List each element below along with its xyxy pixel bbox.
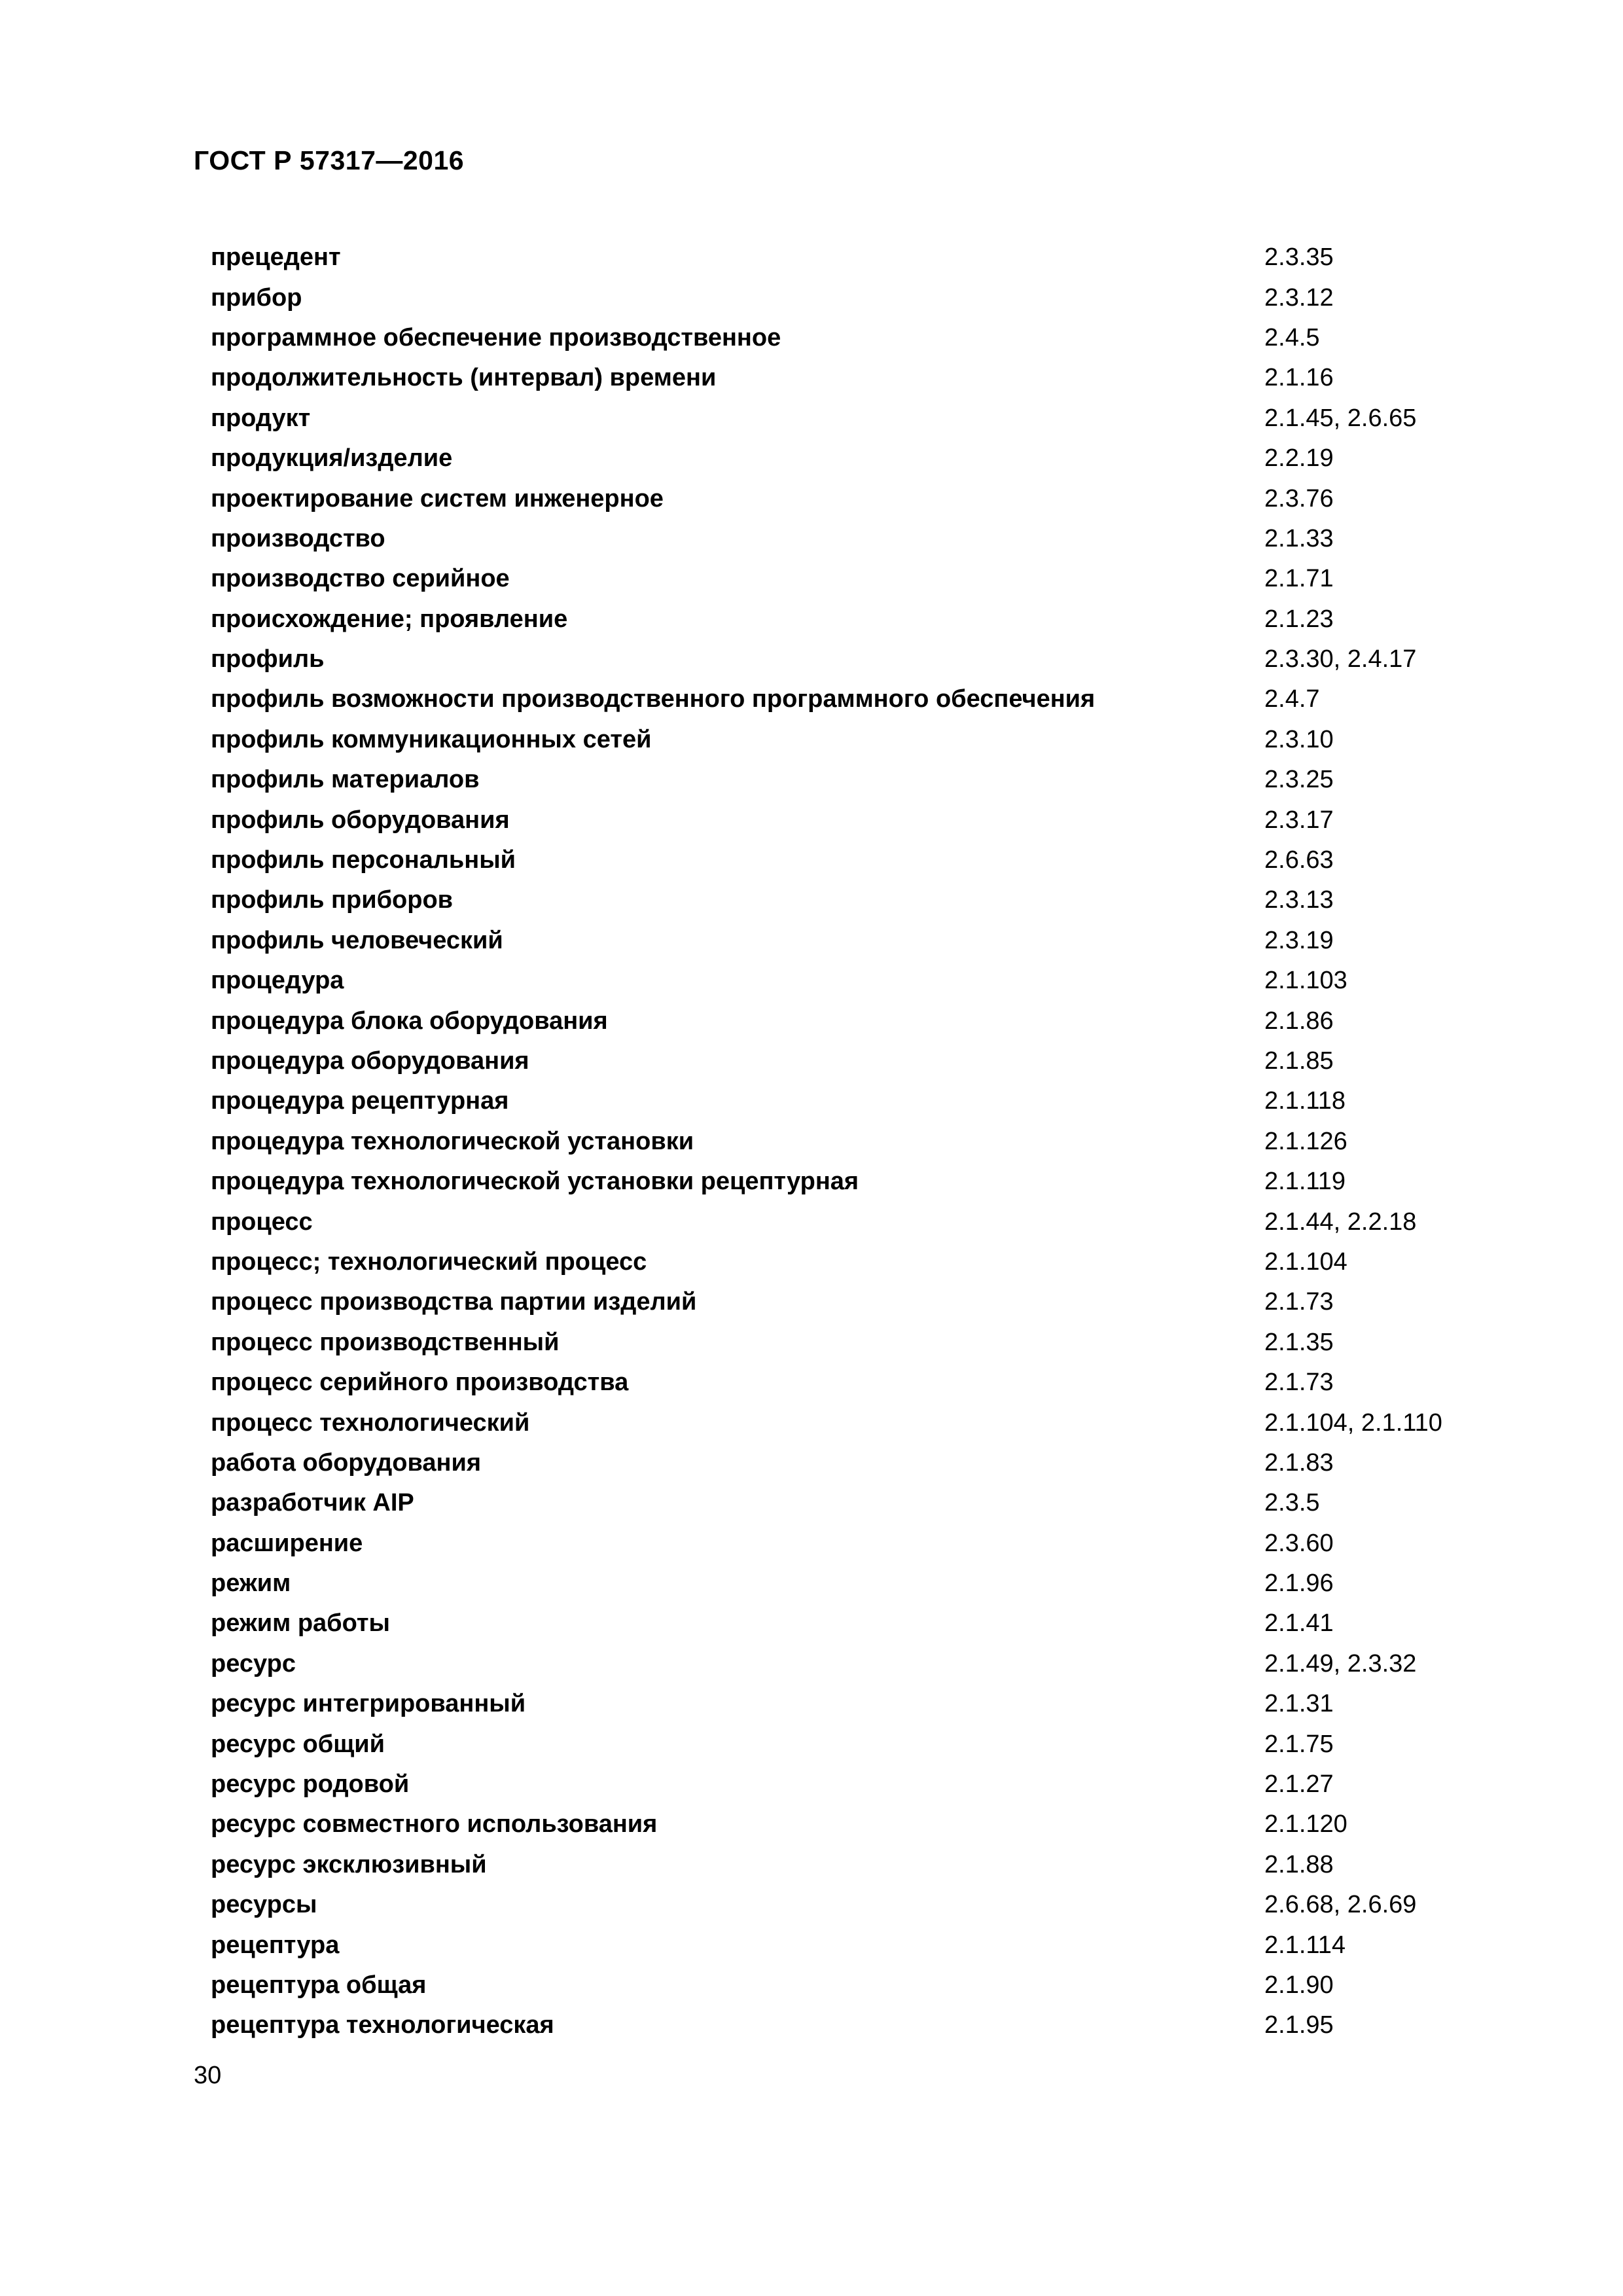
index-term: прецедент [211, 243, 341, 272]
index-reference: 2.3.30, 2.4.17 [1264, 645, 1417, 673]
index-reference: 2.1.86 [1264, 1007, 1334, 1035]
index-term: процесс производственный [211, 1328, 560, 1356]
index-term: рецептура общая [211, 1971, 427, 1999]
index-reference: 2.1.31 [1264, 1690, 1334, 1718]
index-row [211, 800, 1487, 840]
index-reference: 2.1.45, 2.6.65 [1264, 404, 1417, 432]
index-row [211, 358, 1487, 398]
index-term: производство серийное [211, 565, 510, 593]
index-term: процедура технологической установки [211, 1127, 694, 1155]
index-row [211, 519, 1487, 559]
index-row [211, 1483, 1487, 1523]
index-row [211, 1644, 1487, 1684]
index-reference: 2.3.5 [1264, 1489, 1320, 1517]
index-reference: 2.4.5 [1264, 323, 1320, 351]
index-row [211, 1925, 1487, 1965]
index-term: процесс технологический [211, 1408, 530, 1437]
index-reference: 2.1.16 [1264, 364, 1334, 392]
index-row [211, 278, 1487, 317]
index-term: ресурс совместного использования [211, 1810, 658, 1839]
index-row [211, 1724, 1487, 1764]
index-row [211, 1041, 1487, 1081]
index-reference: 2.1.75 [1264, 1730, 1334, 1758]
index-row [211, 720, 1487, 760]
index-row [211, 760, 1487, 800]
index-reference: 2.1.41 [1264, 1609, 1334, 1638]
index-term: профиль возможности производственного программного обеспечения [211, 685, 1096, 713]
index-reference: 2.3.13 [1264, 886, 1334, 914]
index-reference: 2.1.95 [1264, 2011, 1334, 2039]
index-term: рецептура технологическая [211, 2011, 554, 2039]
index-term: рецептура [211, 1931, 340, 1959]
index-row [211, 439, 1487, 478]
index-row [211, 1804, 1487, 1844]
index-reference: 2.1.33 [1264, 524, 1334, 552]
index-term: ресурс общий [211, 1730, 385, 1758]
index-row [211, 1282, 1487, 1322]
index-row [211, 1403, 1487, 1443]
index-term: профиль персональный [211, 846, 516, 874]
index-term: происхождение; проявление [211, 605, 568, 633]
index-row [211, 1845, 1487, 1885]
index-term: ресурс родовой [211, 1770, 410, 1799]
index-row [211, 1363, 1487, 1403]
index-row [211, 1765, 1487, 1804]
index-term: профиль материалов [211, 766, 480, 794]
index-reference: 2.3.76 [1264, 484, 1334, 512]
index-reference: 2.1.44, 2.2.18 [1264, 1208, 1417, 1236]
index-reference: 2.3.25 [1264, 766, 1334, 794]
index-term: продолжительность (интервал) времени [211, 364, 717, 392]
index-reference: 2.1.104 [1264, 1247, 1347, 1276]
index-row [211, 1122, 1487, 1162]
index-term: ресурс интегрированный [211, 1690, 526, 1718]
index-row [211, 600, 1487, 639]
index-row [211, 961, 1487, 1001]
index-row [211, 1604, 1487, 1643]
index-row [211, 1162, 1487, 1202]
index-term: расширение [211, 1529, 363, 1557]
index-term: процедура технологической установки рецептурная [211, 1168, 859, 1196]
index-row [211, 1202, 1487, 1242]
index-row [211, 1001, 1487, 1041]
index-row [211, 1564, 1487, 1604]
index-term: режим работы [211, 1609, 390, 1638]
index-reference: 2.6.68, 2.6.69 [1264, 1891, 1417, 1919]
index-reference: 2.1.119 [1264, 1168, 1346, 1196]
index-row [211, 880, 1487, 920]
index-term: профиль коммуникационных сетей [211, 725, 652, 753]
index-row [211, 679, 1487, 719]
index-reference: 2.1.126 [1264, 1127, 1347, 1155]
index-row [211, 318, 1487, 358]
index-row [211, 559, 1487, 599]
index-row [211, 478, 1487, 518]
index-term: работа оборудования [211, 1448, 481, 1477]
index-row [211, 2005, 1487, 2045]
index-row [211, 639, 1487, 679]
index-term: процедура оборудования [211, 1047, 529, 1075]
index-reference: 2.1.120 [1264, 1810, 1347, 1839]
index-reference: 2.3.10 [1264, 725, 1334, 753]
index-reference: 2.1.83 [1264, 1448, 1334, 1477]
index-reference: 2.1.49, 2.3.32 [1264, 1649, 1417, 1677]
index-reference: 2.2.19 [1264, 444, 1334, 473]
index-reference: 2.1.104, 2.1.110 [1264, 1408, 1442, 1437]
index-term: профиль приборов [211, 886, 454, 914]
index-row [211, 1323, 1487, 1363]
index-reference: 2.3.19 [1264, 926, 1334, 954]
index-reference: 2.4.7 [1264, 685, 1320, 713]
index-term: ресурс [211, 1649, 296, 1677]
index-reference: 2.1.96 [1264, 1570, 1334, 1598]
index-term: ресурсы [211, 1891, 317, 1919]
index-reference: 2.3.60 [1264, 1529, 1334, 1557]
index-reference: 2.1.27 [1264, 1770, 1334, 1799]
index-term: процесс серийного производства [211, 1369, 629, 1397]
index-row [211, 840, 1487, 880]
index-row [211, 1965, 1487, 2005]
index-row [211, 1443, 1487, 1483]
index-row [211, 1885, 1487, 1925]
index-term: режим [211, 1570, 291, 1598]
index-term: процесс; технологический процесс [211, 1247, 647, 1276]
index-reference: 2.3.12 [1264, 283, 1334, 312]
index-reference: 2.1.103 [1264, 967, 1347, 995]
index-term: продукт [211, 404, 311, 432]
index-term: проектирование систем инженерное [211, 484, 664, 512]
index-reference: 2.1.73 [1264, 1288, 1334, 1316]
index-term: разработчик AIP [211, 1489, 414, 1517]
index-term: программное обеспечение производственное [211, 323, 781, 351]
index-term: производство [211, 524, 385, 552]
index-term: процедура [211, 967, 344, 995]
index-term: профиль человеческий [211, 926, 503, 954]
index-row [211, 1524, 1487, 1564]
term-index-list [211, 238, 1487, 2046]
index-reference: 2.1.71 [1264, 565, 1334, 593]
index-term: процесс [211, 1208, 313, 1236]
index-row [211, 1242, 1487, 1282]
index-term: ресурс эксклюзивный [211, 1850, 487, 1878]
index-row [211, 1081, 1487, 1121]
index-term: профиль оборудования [211, 806, 510, 834]
index-term: процедура рецептурная [211, 1087, 509, 1115]
index-term: прибор [211, 283, 302, 312]
index-reference: 2.1.73 [1264, 1369, 1334, 1397]
index-row [211, 921, 1487, 961]
index-reference: 2.6.63 [1264, 846, 1334, 874]
index-row [211, 238, 1487, 278]
index-reference: 2.1.118 [1264, 1087, 1346, 1115]
index-reference: 2.3.35 [1264, 243, 1334, 272]
index-term: профиль [211, 645, 325, 673]
index-reference: 2.1.85 [1264, 1047, 1334, 1075]
document-header: ГОСТ Р 57317—2016 [194, 145, 465, 175]
page-number: 30 [194, 2062, 222, 2089]
index-reference: 2.1.114 [1264, 1931, 1346, 1959]
index-row [211, 1684, 1487, 1724]
index-term: продукция/изделие [211, 444, 453, 473]
index-row [211, 399, 1487, 439]
index-term: процесс производства партии изделий [211, 1288, 697, 1316]
index-reference: 2.1.90 [1264, 1971, 1334, 1999]
index-reference: 2.1.23 [1264, 605, 1334, 633]
index-reference: 2.1.35 [1264, 1328, 1334, 1356]
index-term: процедура блока оборудования [211, 1007, 608, 1035]
index-reference: 2.3.17 [1264, 806, 1334, 834]
index-reference: 2.1.88 [1264, 1850, 1334, 1878]
